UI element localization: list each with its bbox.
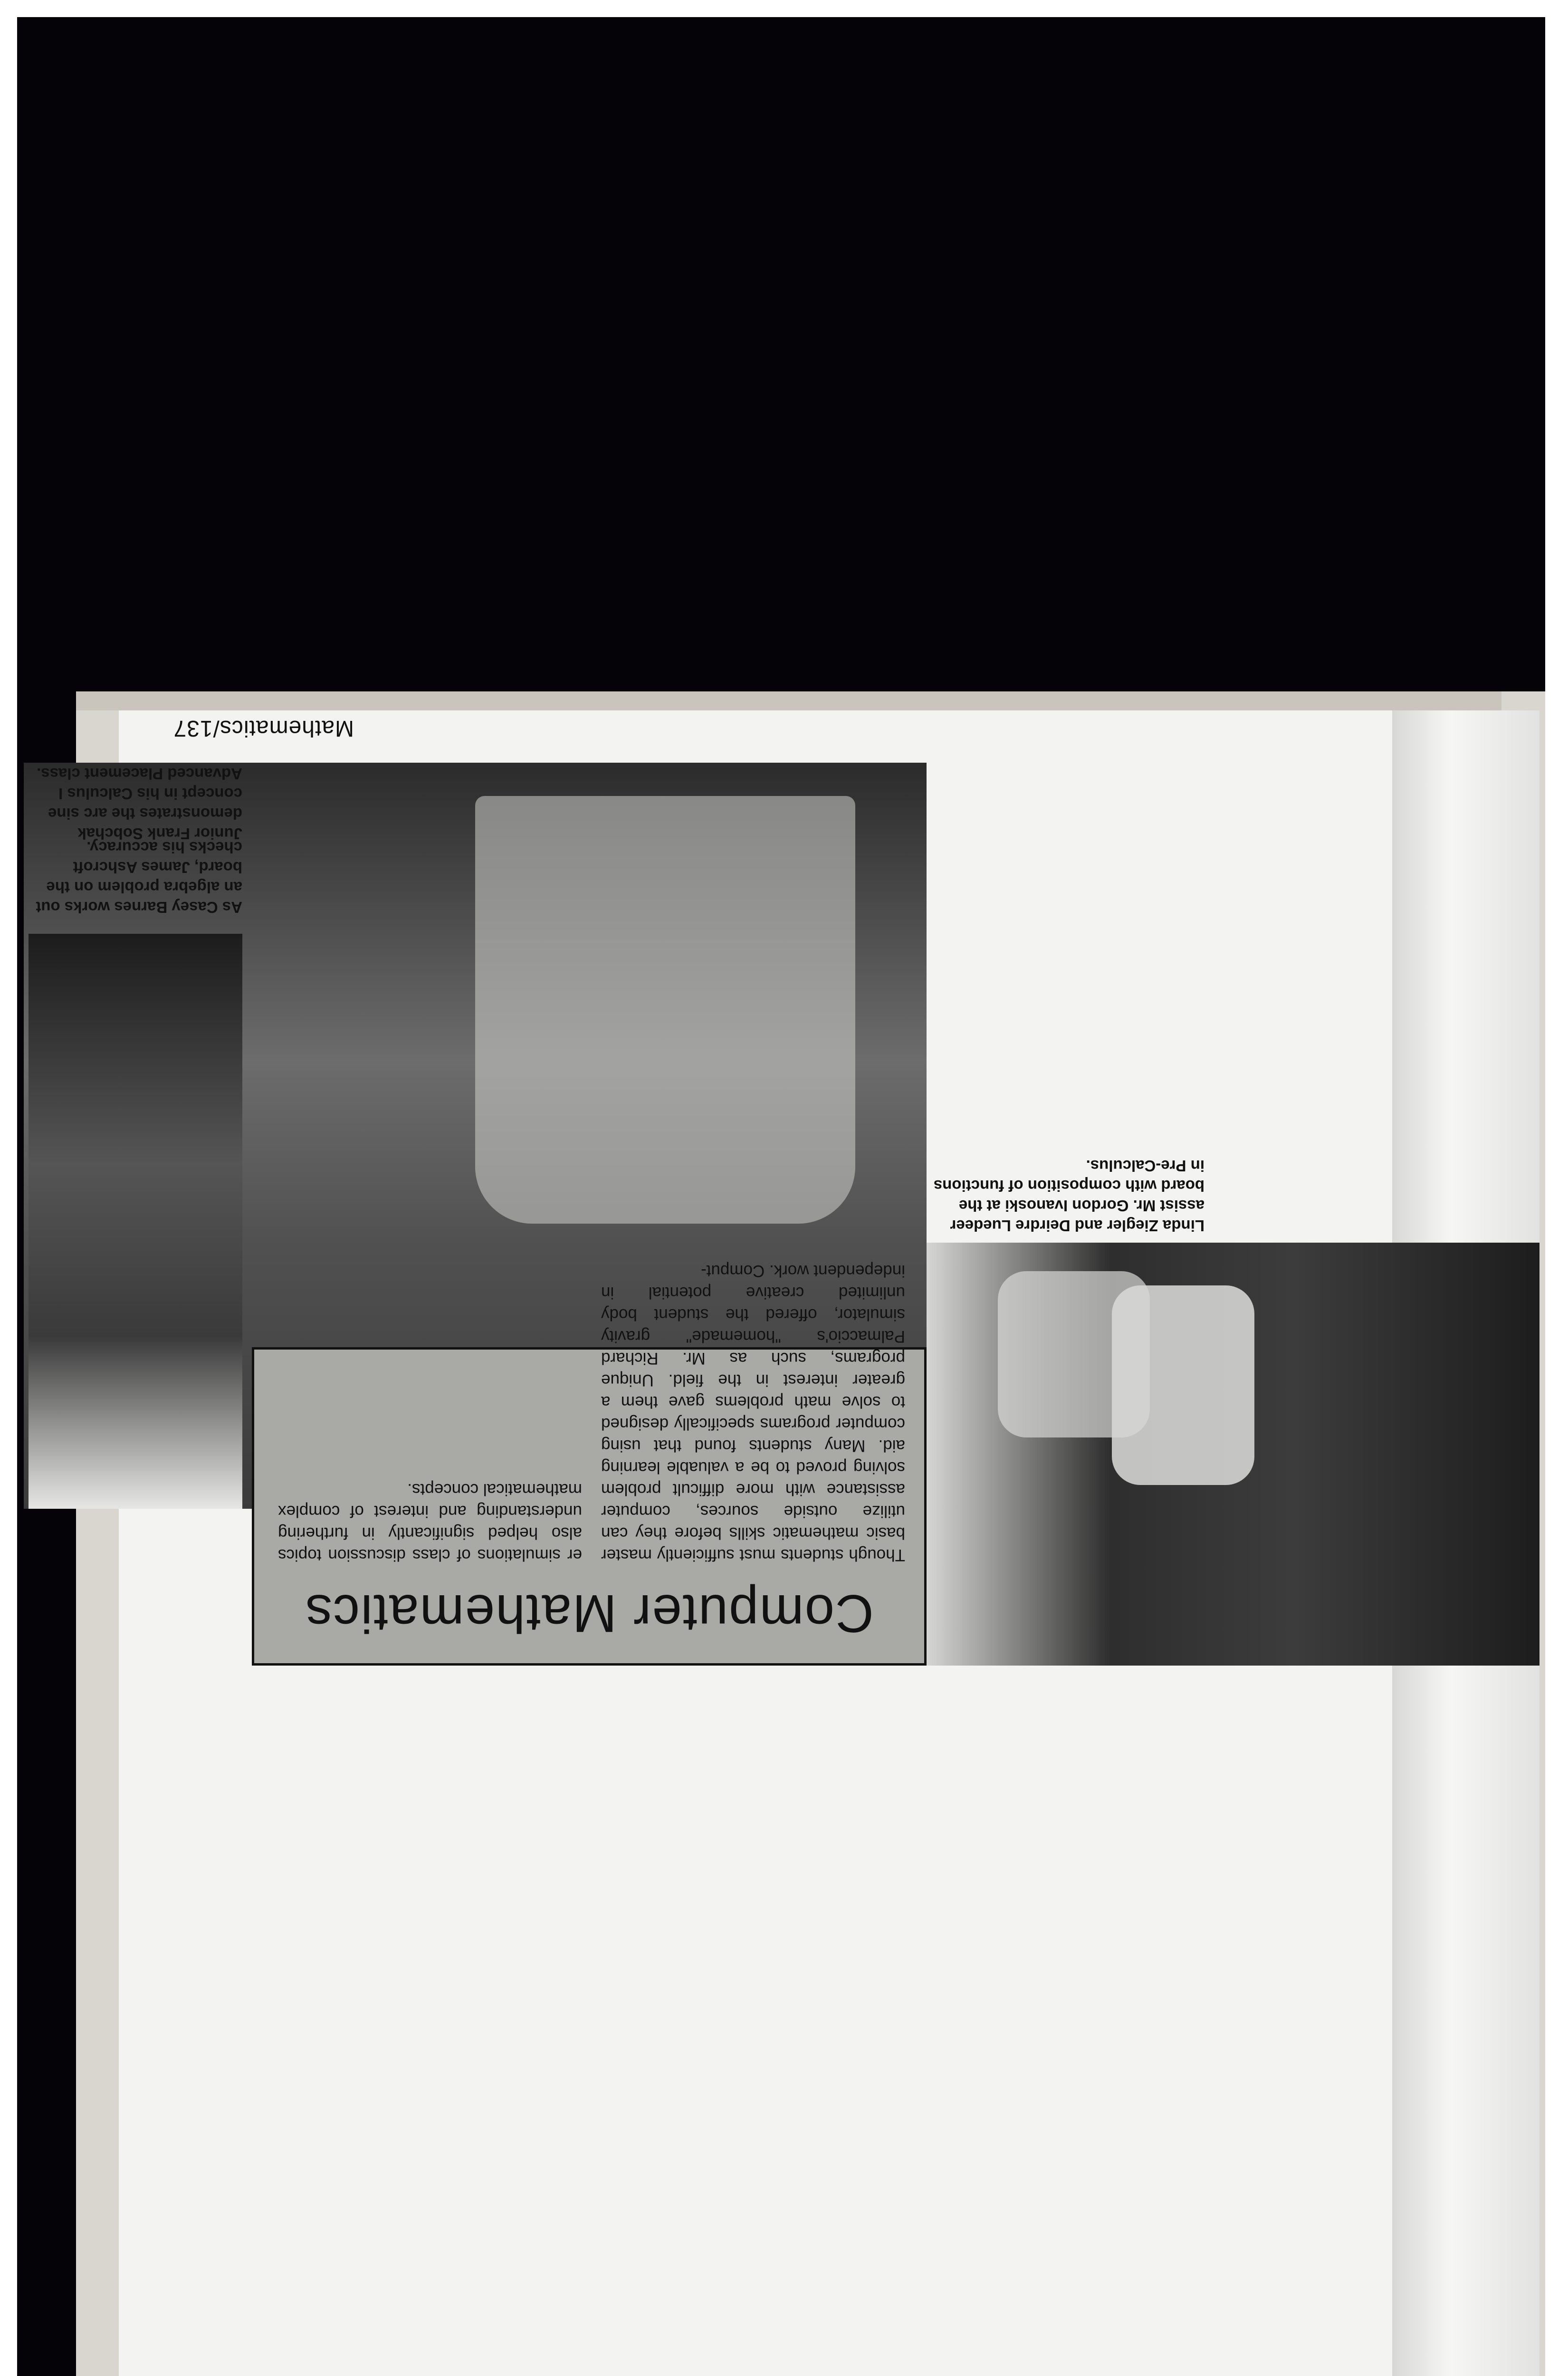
page-folio: Mathematics/137: [173, 716, 354, 741]
sine-caption: [29, 764, 242, 843]
calculus-caption-text: Linda Ziegler and Deirdre Luedeer assist Mr. Gordon Ivanoski at the board with composition of functions in Pre-Calculus.: [933, 1157, 1205, 1235]
article-body-col1: Though students must sufficiently master basic mathematic skills before they can utilize outside sources, computer assistance with more difficult problem solving proved to be a valuable learning aid. Many students found that using computer programs specifically designed to solve math problems gave them a greater interest in the field. Unique programs, such as Mr. Richard Palmaccio's "homemade" gravity simulator, offered the student body unlimited creative potential in independent work. Comput-: [601, 1262, 905, 1564]
article-panel: [252, 1262, 927, 1666]
sine-caption-text: Junior Frank Sobchak demonstrates the arc sine concept in his Calculus I Advanced Placement class.: [37, 765, 242, 843]
calculus-caption: [919, 1156, 1205, 1236]
article-heading: Computer Mathematics: [305, 1584, 874, 1643]
book-edge: [76, 691, 1501, 710]
rotated-page-content: [36, 710, 1539, 2376]
algebra-caption: [29, 837, 242, 917]
sine-concept-photo: [29, 934, 242, 1509]
article-body-col2: er simulations of class discussion topics also helped significantly in furthering understanding and interest of complex mathematical concepts.: [278, 1480, 582, 1564]
algebra-caption-text: As Casey Barnes works out an algebra problem on the board, James Ashcroft checks his accuracy.: [36, 839, 242, 916]
calculus-photo: [927, 1243, 1539, 1666]
